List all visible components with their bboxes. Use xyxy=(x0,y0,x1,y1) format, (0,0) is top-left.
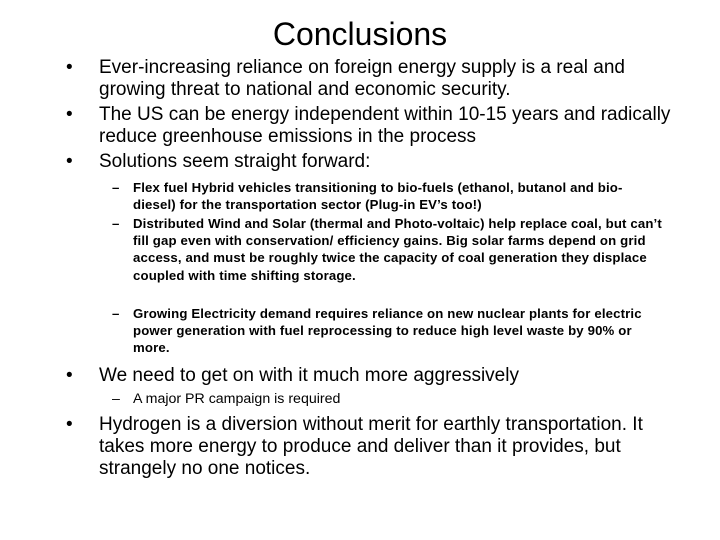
bullet-item-2 xyxy=(66,104,676,148)
dash-marker: – xyxy=(112,216,120,231)
bullet-item-5 xyxy=(66,414,676,480)
bullet-text: We need to get on with it much more aggressively xyxy=(99,365,519,386)
bullet-marker: • xyxy=(66,151,73,172)
sub-item-2 xyxy=(112,215,662,284)
dash-marker: – xyxy=(112,391,120,407)
sub-item-text: Distributed Wind and Solar (thermal and Photo-voltaic) help replace coal, but can’t fill gap even with conservation/ efficiency gains. Big solar farms depend on grid access, and must be roughly twice the capacity of coal generation they displace coupled with time shifting storage. xyxy=(133,216,662,283)
bullet-marker: • xyxy=(66,104,73,125)
dash-marker: – xyxy=(112,180,120,195)
bullet-marker: • xyxy=(66,414,73,435)
dash-marker: – xyxy=(112,306,120,321)
bullet-text: The US can be energy independent within 10-15 years and radically reduce greenhouse emissions in the process xyxy=(99,104,671,147)
bullet-item-4 xyxy=(66,365,676,387)
sub-item-text: A major PR campaign is required xyxy=(133,391,341,407)
sub-item-text: Flex fuel Hybrid vehicles transitioning to bio-fuels (ethanol, butanol and bio-diesel) for the transportation sector (Plug-in EV’s too!) xyxy=(133,180,623,213)
sub-item-3 xyxy=(112,305,662,357)
bullet-marker: • xyxy=(66,365,73,386)
bullet-item-1 xyxy=(66,57,676,101)
sub-item-text: Growing Electricity demand requires reliance on new nuclear plants for electric power generation with fuel reprocessing to reduce high level waste by 90% or more. xyxy=(133,306,642,356)
sub-item-4 xyxy=(112,391,662,408)
bullet-text: Solutions seem straight forward: xyxy=(99,151,371,172)
bullet-text: Ever-increasing reliance on foreign energy supply is a real and growing threat to national and economic security. xyxy=(99,57,625,100)
bullet-text: Hydrogen is a diversion without merit for earthly transportation. It takes more energy to produce and deliver than it provides, but strangely no one notices. xyxy=(99,414,643,479)
bullet-item-3 xyxy=(66,151,676,173)
sub-item-1 xyxy=(112,179,662,213)
bullet-marker: • xyxy=(66,57,73,78)
slide-title: Conclusions xyxy=(272,16,448,52)
